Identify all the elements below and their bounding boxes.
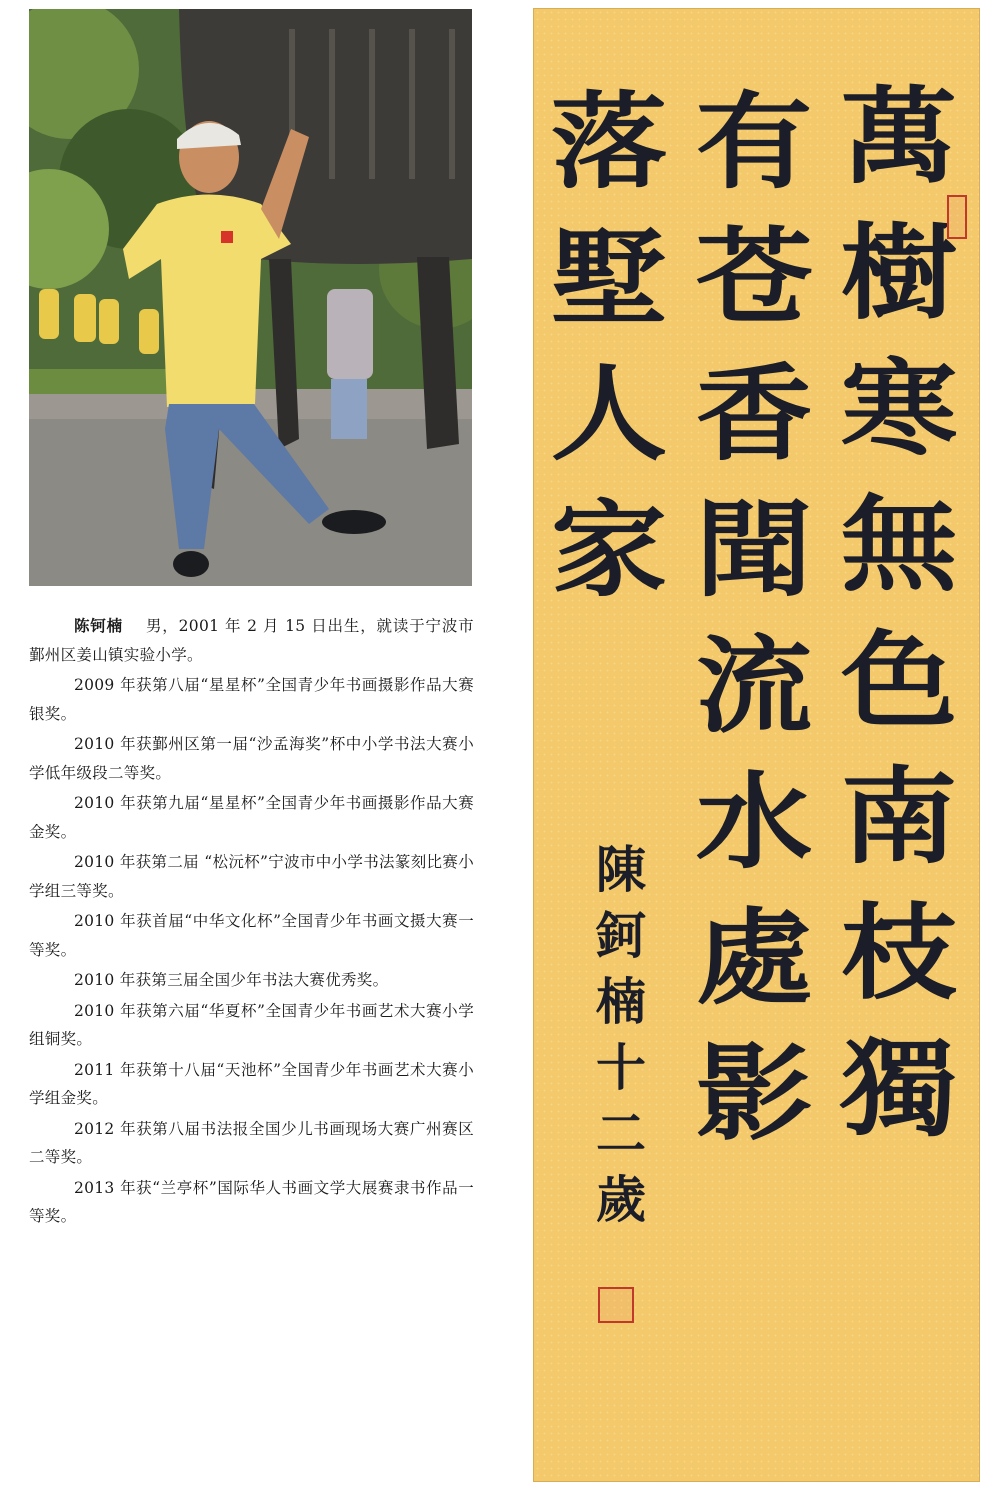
student-photo	[29, 9, 472, 586]
award-item: 2010 年获第三届全国少年书法大赛优秀奖。	[73, 971, 389, 989]
calligraphy-char: 寒	[840, 347, 958, 470]
student-name: 陈钶楠	[73, 617, 123, 635]
calligraphy-char: 聞	[695, 488, 813, 611]
calligraphy-char: 萬	[840, 75, 958, 198]
signature-char: 歲	[596, 1170, 646, 1229]
signature-char: 鈳	[596, 906, 646, 965]
calligraphy-char: 枝	[840, 891, 958, 1014]
seal-stamp-top	[947, 195, 967, 239]
award-item: 2010 年获第二届 “松沅杯”宁波市中小学书法篆刻比赛小学组三等奖。	[29, 853, 474, 900]
calligraphy-char: 香	[695, 352, 813, 475]
award-item: 2010 年获首届“中华文化杯”全国青少年书画文摄大赛一等奖。	[29, 912, 474, 959]
calligraphy-char: 處	[695, 896, 813, 1019]
signature-char: 十	[596, 1038, 646, 1097]
calligraphy-char: 墅	[550, 216, 668, 339]
signature-char: 陳	[596, 840, 646, 899]
calligraphy-char: 南	[840, 755, 958, 878]
award-item: 2012 年获第八届书法报全国少儿书画现场大赛广州赛区二等奖。	[29, 1119, 474, 1166]
award-item: 2013 年获“兰亭杯”国际华人书画文学大展赛隶书作品一等奖。	[29, 1178, 474, 1225]
award-item: 2009 年获第八届“星星杯”全国青少年书画摄影作品大赛银奖。	[29, 676, 474, 723]
bio-intro	[29, 612, 474, 669]
intro-text: 男，2001 年 2 月 15 日出生，就读于宁波市鄞州区姜山镇实验小学。	[29, 617, 474, 664]
calligraphy-char: 影	[695, 1032, 813, 1155]
calligraphy-char: 獨	[840, 1027, 958, 1150]
photo-illustration	[29, 9, 472, 586]
seal-stamp-bottom	[598, 1287, 634, 1323]
calligraphy-char: 樹	[840, 211, 958, 334]
award-item: 2010 年获鄞州区第一届“沙孟海奖”杯中小学书法大赛小学低年级段二等奖。	[29, 735, 474, 782]
calligraphy-char: 水	[695, 760, 813, 883]
biography	[29, 612, 474, 1233]
signature-char: 二	[596, 1104, 646, 1163]
calligraphy-scroll	[533, 8, 980, 1482]
award-item: 2010 年获第六届“华夏杯”全国青少年书画艺术大赛小学组铜奖。	[29, 1001, 474, 1048]
calligraphy-column-3	[539, 74, 679, 618]
calligraphy-char: 流	[695, 624, 813, 747]
calligraphy-signature	[591, 837, 651, 1233]
award-item: 2010 年获第九届“星星杯”全国青少年书画摄影作品大赛金奖。	[29, 794, 474, 841]
award-item: 2011 年获第十八届“天池杯”全国青少年书画艺术大赛小学组金奖。	[29, 1060, 474, 1107]
calligraphy-char: 無	[840, 483, 958, 606]
calligraphy-char: 色	[840, 619, 958, 742]
calligraphy-column-2	[684, 74, 824, 1162]
calligraphy-char: 苍	[695, 216, 813, 339]
signature-char: 楠	[596, 972, 646, 1031]
calligraphy-char: 人	[550, 352, 668, 475]
calligraphy-char: 落	[550, 80, 668, 203]
calligraphy-char: 家	[550, 488, 668, 611]
calligraphy-char: 有	[695, 80, 813, 203]
